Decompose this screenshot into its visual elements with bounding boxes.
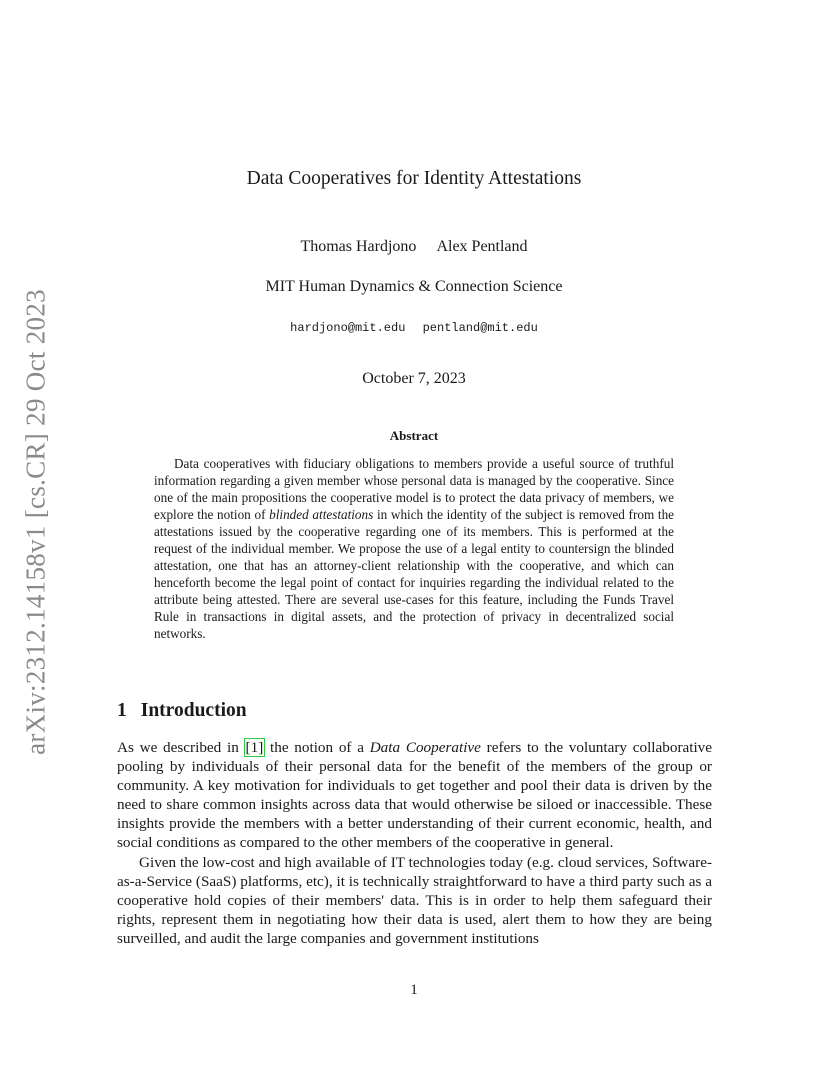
abstract-text-part: Data cooperatives with fiduciary obligations to members provide a useful source of truthful information regarding a given member whose personal data is managed by the cooperative. Since one of the main propositions the cooperative model is to protect the data privacy of members, we explore the notion of (154, 456, 674, 522)
paragraph-emphasis: Data Cooperative (369, 739, 481, 756)
author-email[interactable]: pentland@mit.edu (422, 321, 538, 335)
section-title: Introduction (140, 700, 247, 721)
section-heading (117, 700, 247, 722)
abstract-text (154, 455, 674, 642)
author-list (0, 238, 828, 256)
abstract-emphasis: blinded attestations (269, 507, 374, 522)
section-number: 1 (117, 700, 127, 721)
paragraph: Given the low-cost and high available of IT technologies today (e.g. cloud services, Software-as-a-Service (SaaS) platforms, etc), it is technically straightforward to have a third party such as a cooperative hold copies of their members' data. This is in order to help them safeguard their rights, represent them in negotiating how their data is used, alert them to how they are being surveilled, and audit the large companies and government institutions (117, 853, 712, 947)
paper-date: October 7, 2023 (362, 370, 466, 387)
citation-link[interactable]: [1] (245, 739, 264, 756)
page-number: 1 (410, 982, 418, 998)
author-email[interactable]: hardjono@mit.edu (290, 321, 406, 335)
paragraph (117, 738, 712, 853)
abstract-heading: Abstract (389, 428, 439, 443)
arxiv-stamp[interactable]: arXiv:2312.14158v1 [cs.CR] 29 Oct 2023 (20, 289, 51, 755)
paragraph-text: the notion of a (264, 739, 370, 756)
email-list (0, 321, 828, 335)
author-name: Thomas Hardjono (300, 238, 417, 255)
author-name: Alex Pentland (436, 238, 528, 255)
paragraph-text: refers to the voluntary collaborative pooling by individuals of their personal data for the benefit of the members of the group or community. A key motivation for individuals to get together and pool their data is driven by the need to share common insights across data that would otherwise be siloed or inaccessible. These insights provide the members with a better understanding of their current economic, health, and social conditions as compared to the other members of the cooperative in general. (117, 739, 713, 852)
abstract-text-part: in which the identity of the subject is removed from the attestations issued by the cooperative regarding one of its members. This is performed at the request of the individual member. We propose the use of a legal entity to countersign the blinded attestation, one that has an attorney-client relationship with the cooperative, and which can henceforth become the legal point of contact for inquiries regarding the individual related to the attribute being attested. There are several use-cases for this feature, including the Funds Travel Rule in transactions in digital assets, and the protection of privacy in decentralized social networks. (154, 507, 675, 641)
body-text (117, 738, 712, 948)
paragraph-text: As we described in (117, 739, 245, 756)
paper-title: Data Cooperatives for Identity Attestations (246, 168, 582, 189)
affiliation: MIT Human Dynamics & Connection Science (265, 278, 563, 295)
